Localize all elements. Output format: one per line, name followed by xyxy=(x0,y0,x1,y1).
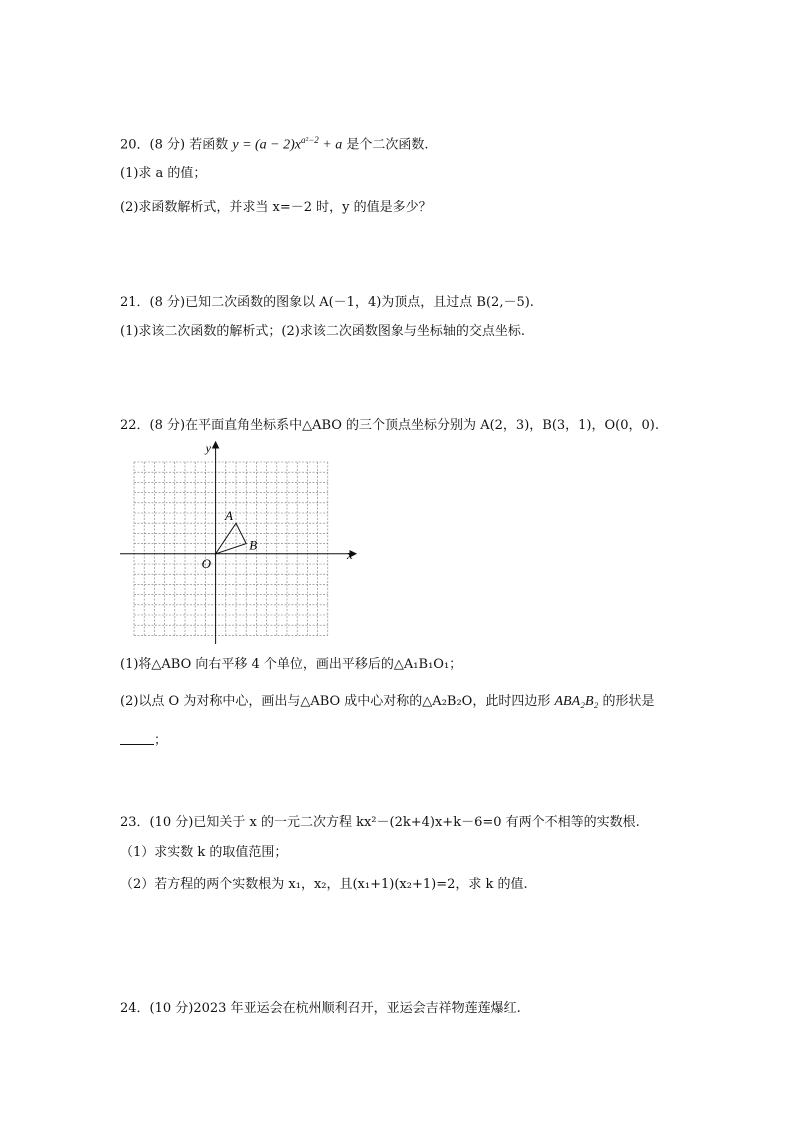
q24-stem: 24．(10 分)2023 年亚运会在杭州顺利召开，亚运会吉祥物莲莲爆红. xyxy=(120,1001,521,1016)
point-a-label: A xyxy=(225,508,233,524)
q20-part1: (1)求 a 的值； xyxy=(120,166,207,181)
q20-stem-suffix: 是个二次函数. xyxy=(342,137,429,153)
y-axis-label: y xyxy=(205,441,211,455)
q22-answer-line xyxy=(120,732,167,750)
triangle-abo xyxy=(216,523,247,554)
q23-part1: （1）求实数 k 的取值范围； xyxy=(120,845,288,860)
q22-part2-quadrilateral: ABA₂B₂ xyxy=(554,694,599,709)
q23-stem: 23．(10 分)已知关于 x 的一元二次方程 kx²－(2k+4)x+k－6=0 有两个不相等的实数根. xyxy=(120,815,640,830)
y-axis-arrow xyxy=(213,442,219,448)
q21-stem: 21．(8 分)已知二次函数的图象以 A(－1，4)为顶点，且过点 B(2,－5). xyxy=(120,295,534,310)
q21-parts: (1)求该二次函数的解析式；(2)求该二次函数图象与坐标轴的交点坐标. xyxy=(120,324,525,339)
q22-part2-suffix: 的形状是 xyxy=(598,694,655,709)
q20-exponent: a²−2 xyxy=(301,135,319,145)
q22-stem: 22．(8 分)在平面直角坐标系中△ABO 的三个顶点坐标分别为 A(2，3)，B(3，1)，O(0，0). xyxy=(120,418,659,433)
q22-part2-prefix: (2)以点 O 为对称中心，画出与△ABO 成中心对称的△A₂B₂O，此时四边形 xyxy=(120,694,555,709)
q20-stem-prefix: 20．(8 分) 若函数 xyxy=(120,137,233,153)
q23-part2: （2）若方程的两个实数根为 x₁，x₂，且(x₁+1)(x₂+1)=2，求 k 的值. xyxy=(120,877,528,892)
q20-formula: y = (a − 2)x xyxy=(232,137,302,153)
q22-part2-end: ； xyxy=(154,733,168,748)
origin-label: O xyxy=(201,555,211,571)
q22-part2 xyxy=(120,693,655,711)
answer-blank[interactable] xyxy=(120,732,154,745)
coordinate-grid-figure xyxy=(118,438,358,648)
point-b-label: B xyxy=(249,537,258,553)
q20-stem xyxy=(120,131,429,154)
q20-part2: (2)求函数解析式，并求当 x=－2 时，y 的值是多少？ xyxy=(120,200,432,215)
q22-part1: (1)将△ABO 向右平移 4 个单位，画出平移后的△A₁B₁O₁； xyxy=(120,657,463,672)
q20-formula-tail: + a xyxy=(318,137,343,153)
x-axis-label: x xyxy=(347,546,353,562)
